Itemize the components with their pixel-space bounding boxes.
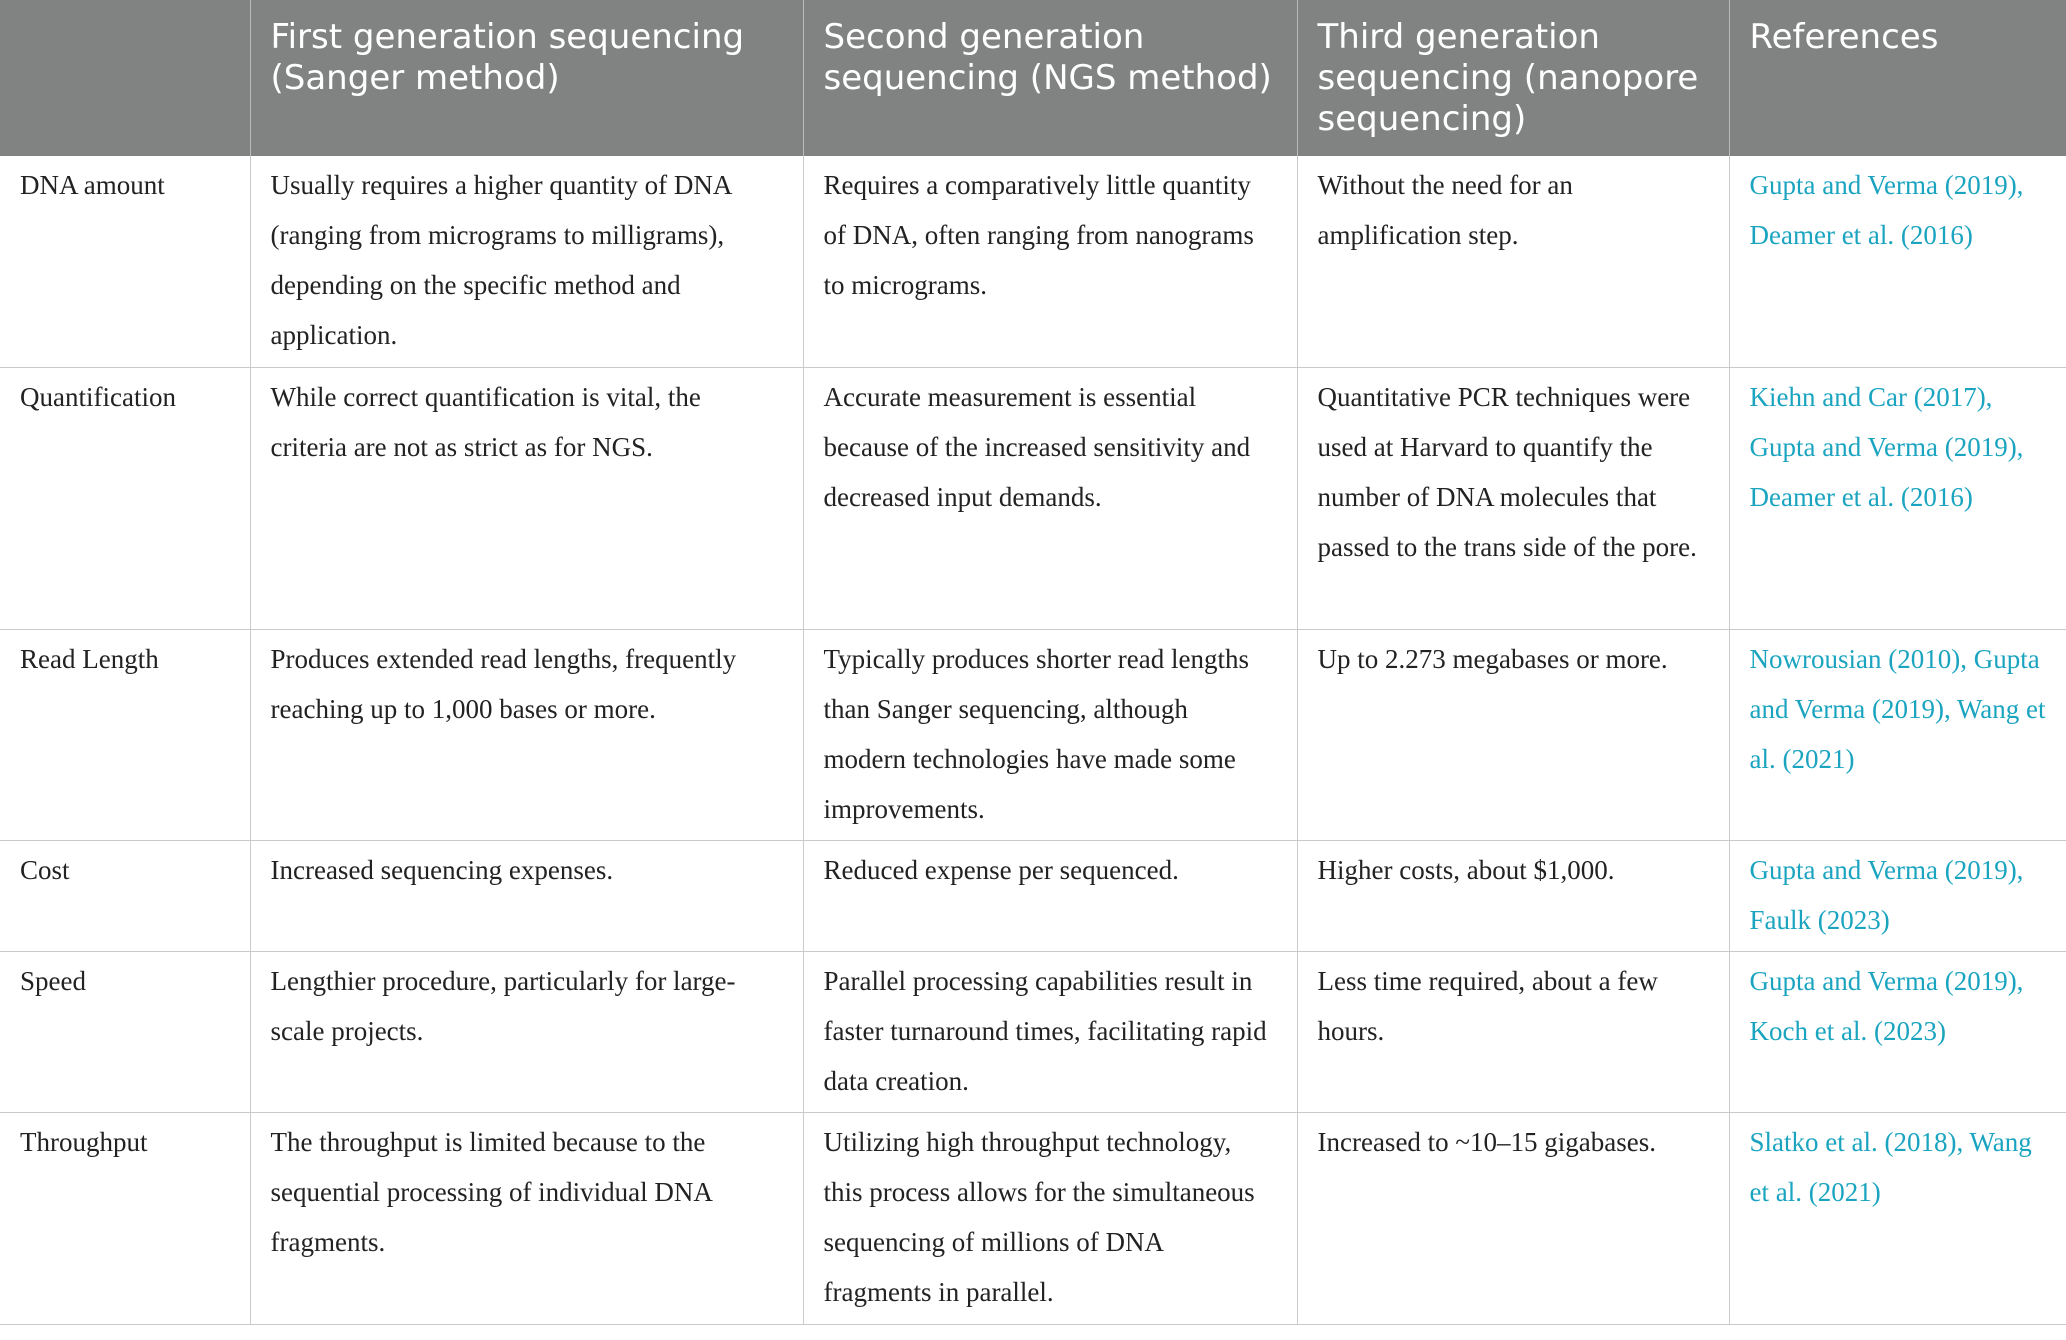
cell-second-generation: Typically produces shorter read lengths than Sanger sequencing, although modern technologies have made some improvements.	[803, 629, 1297, 840]
row-label: Cost	[0, 840, 250, 951]
cell-first-generation: The throughput is limited because to the sequential processing of individual DNA fragments.	[250, 1112, 803, 1324]
table-row	[0, 629, 2066, 840]
row-label: Read Length	[0, 629, 250, 840]
cell-first-generation: Lengthier procedure, particularly for large-scale projects.	[250, 951, 803, 1112]
cell-first-generation: Increased sequencing expenses.	[250, 840, 803, 951]
header-references: References	[1729, 0, 2066, 156]
row-label: Speed	[0, 951, 250, 1112]
cell-references-link[interactable]: Gupta and Verma (2019), Koch et al. (2023)	[1729, 951, 2066, 1112]
cell-second-generation: Accurate measurement is essential because of the increased sensitivity and decreased input demands.	[803, 367, 1297, 629]
cell-first-generation: While correct quantification is vital, the criteria are not as strict as for NGS.	[250, 367, 803, 629]
cell-second-generation: Parallel processing capabilities result in faster turnaround times, facilitating rapid data creation.	[803, 951, 1297, 1112]
cell-references-link[interactable]: Slatko et al. (2018), Wang et al. (2021)	[1729, 1112, 2066, 1324]
cell-third-generation: Quantitative PCR techniques were used at Harvard to quantify the number of DNA molecules that passed to the trans side of the pore.	[1297, 367, 1729, 629]
cell-third-generation: Higher costs, about $1,000.	[1297, 840, 1729, 951]
cell-second-generation: Reduced expense per sequenced.	[803, 840, 1297, 951]
row-label: Throughput	[0, 1112, 250, 1324]
cell-second-generation: Requires a comparatively little quantity of DNA, often ranging from nanograms to micrograms.	[803, 156, 1297, 367]
header-third-generation: Third generation sequencing (nanopore sequencing)	[1297, 0, 1729, 156]
cell-second-generation: Utilizing high throughput technology, this process allows for the simultaneous sequencing of millions of DNA fragments in parallel.	[803, 1112, 1297, 1324]
cell-third-generation: Up to 2.273 megabases or more.	[1297, 629, 1729, 840]
cell-references-link[interactable]: Nowrousian (2010), Gupta and Verma (2019), Wang et al. (2021)	[1729, 629, 2066, 840]
header-first-generation: First generation sequencing (Sanger method)	[250, 0, 803, 156]
cell-first-generation: Produces extended read lengths, frequently reaching up to 1,000 bases or more.	[250, 629, 803, 840]
table-row	[0, 951, 2066, 1112]
table-header	[0, 0, 2066, 156]
table-body	[0, 156, 2066, 1324]
cell-third-generation: Less time required, about a few hours.	[1297, 951, 1729, 1112]
table-row	[0, 156, 2066, 367]
cell-third-generation: Increased to ~10–15 gigabases.	[1297, 1112, 1729, 1324]
header-corner-cell	[0, 0, 250, 156]
cell-references-link[interactable]: Gupta and Verma (2019), Deamer et al. (2016)	[1729, 156, 2066, 367]
cell-references-link[interactable]: Kiehn and Car (2017), Gupta and Verma (2019), Deamer et al. (2016)	[1729, 367, 2066, 629]
cell-third-generation: Without the need for an amplification step.	[1297, 156, 1729, 367]
cell-references-link[interactable]: Gupta and Verma (2019), Faulk (2023)	[1729, 840, 2066, 951]
header-second-generation: Second generation sequencing (NGS method)	[803, 0, 1297, 156]
header-row	[0, 0, 2066, 156]
cell-first-generation: Usually requires a higher quantity of DNA (ranging from micrograms to milligrams), depending on the specific method and application.	[250, 156, 803, 367]
row-label: Quantification	[0, 367, 250, 629]
table-row	[0, 367, 2066, 629]
table-row	[0, 1112, 2066, 1324]
row-label: DNA amount	[0, 156, 250, 367]
table-row	[0, 840, 2066, 951]
